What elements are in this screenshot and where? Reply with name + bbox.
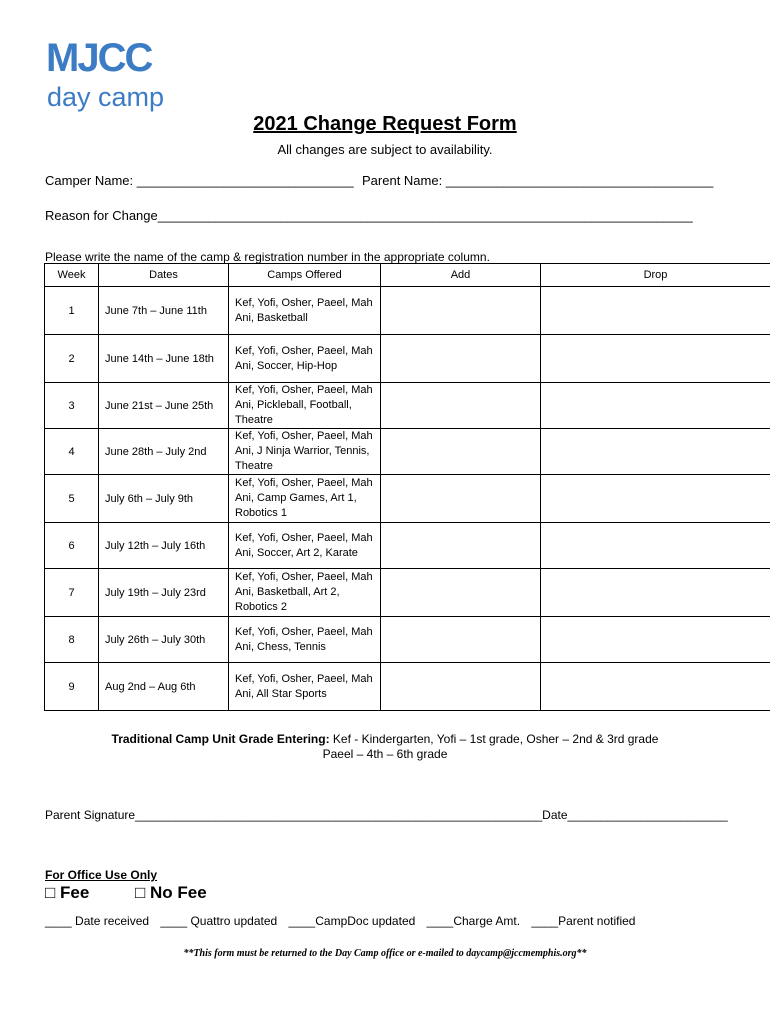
add-cell[interactable] xyxy=(381,523,541,569)
dates-cell: Aug 2nd – Aug 6th xyxy=(99,663,229,711)
week-cell: 6 xyxy=(45,523,99,569)
office-item-quattro[interactable]: ____ Quattro updated xyxy=(160,914,278,928)
table-row xyxy=(45,617,770,663)
grade-note-text: Kef - Kindergarten, Yofi – 1st grade, Osher – 2nd & 3rd grade xyxy=(329,732,659,746)
camps-cell: Kef, Yofi, Osher, Paeel, Mah Ani, J Ninja Warrior, Tennis, Theatre xyxy=(229,429,381,475)
header-camps: Camps Offered xyxy=(229,264,381,287)
table-row xyxy=(45,475,770,523)
week-cell: 8 xyxy=(45,617,99,663)
fee-checkbox[interactable]: □ Fee xyxy=(45,883,90,902)
table-row xyxy=(45,429,770,475)
schedule-table xyxy=(44,263,770,711)
week-cell: 2 xyxy=(45,335,99,383)
camps-cell: Kef, Yofi, Osher, Paeel, Mah Ani, Soccer, Art 2, Karate xyxy=(229,523,381,569)
office-item-charge[interactable]: ____Charge Amt. xyxy=(426,914,521,928)
dates-cell: June 21st – June 25th xyxy=(99,383,229,429)
drop-cell[interactable] xyxy=(541,569,770,617)
table-header-row xyxy=(45,264,770,287)
reason-field[interactable]: Reason for Change__________________________________________________________________________ xyxy=(45,208,693,223)
office-use-header: For Office Use Only xyxy=(45,868,158,882)
table-row xyxy=(45,569,770,617)
camps-cell: Kef, Yofi, Osher, Paeel, Mah Ani, Chess, Tennis xyxy=(229,617,381,663)
add-cell[interactable] xyxy=(381,383,541,429)
week-cell: 4 xyxy=(45,429,99,475)
table-row xyxy=(45,383,770,429)
camps-cell: Kef, Yofi, Osher, Paeel, Mah Ani, Camp Games, Art 1, Robotics 1 xyxy=(229,475,381,523)
week-cell: 1 xyxy=(45,287,99,335)
week-cell: 9 xyxy=(45,663,99,711)
camps-cell: Kef, Yofi, Osher, Paeel, Mah Ani, Pickleball, Football, Theatre xyxy=(229,383,381,429)
week-cell: 7 xyxy=(45,569,99,617)
table-row xyxy=(45,663,770,711)
drop-cell[interactable] xyxy=(541,287,770,335)
header-add: Add xyxy=(381,264,541,287)
week-cell: 3 xyxy=(45,383,99,429)
office-item-campdoc[interactable]: ____CampDoc updated xyxy=(288,914,416,928)
add-cell[interactable] xyxy=(381,335,541,383)
dates-cell: July 19th – July 23rd xyxy=(99,569,229,617)
add-cell[interactable] xyxy=(381,617,541,663)
dates-cell: July 26th – July 30th xyxy=(99,617,229,663)
grade-note-label: Traditional Camp Unit Grade Entering: xyxy=(111,732,330,746)
add-cell[interactable] xyxy=(381,569,541,617)
drop-cell[interactable] xyxy=(541,475,770,523)
no-fee-checkbox[interactable]: □ No Fee xyxy=(135,883,207,902)
add-cell[interactable] xyxy=(381,429,541,475)
office-item-parent-notified[interactable]: ____Parent notified xyxy=(531,914,636,928)
add-cell[interactable] xyxy=(381,475,541,523)
page-title: 2021 Change Request Form xyxy=(253,113,517,135)
week-cell: 5 xyxy=(45,475,99,523)
table-row xyxy=(45,523,770,569)
header-dates: Dates xyxy=(99,264,229,287)
drop-cell[interactable] xyxy=(541,617,770,663)
header-drop: Drop xyxy=(541,264,770,287)
table-row xyxy=(45,287,770,335)
office-items xyxy=(45,914,643,928)
drop-cell[interactable] xyxy=(541,523,770,569)
camper-name-field[interactable]: Camper Name: ______________________________ xyxy=(45,173,354,188)
grade-note-line1 xyxy=(0,731,770,747)
add-cell[interactable] xyxy=(381,663,541,711)
camps-cell: Kef, Yofi, Osher, Paeel, Mah Ani, All Star Sports xyxy=(229,663,381,711)
footer-note: **This form must be returned to the Day Camp office or e-mailed to daycamp@jccmemphis.org** xyxy=(183,948,587,959)
header-week: Week xyxy=(45,264,99,287)
dates-cell: June 28th – July 2nd xyxy=(99,429,229,475)
dates-cell: July 12th – July 16th xyxy=(99,523,229,569)
office-item-date-received[interactable]: ____ Date received xyxy=(45,914,150,928)
logo-day-camp: day camp xyxy=(47,82,165,112)
dates-cell: June 14th – June 18th xyxy=(99,335,229,383)
camps-cell: Kef, Yofi, Osher, Paeel, Mah Ani, Basketball xyxy=(229,287,381,335)
drop-cell[interactable] xyxy=(541,429,770,475)
dates-cell: July 6th – July 9th xyxy=(99,475,229,523)
drop-cell[interactable] xyxy=(541,663,770,711)
drop-cell[interactable] xyxy=(541,335,770,383)
add-cell[interactable] xyxy=(381,287,541,335)
grade-note-line2: Paeel – 4th – 6th grade xyxy=(322,747,448,761)
logo-mjcc: MJCC xyxy=(46,36,152,80)
drop-cell[interactable] xyxy=(541,383,770,429)
parent-name-field[interactable]: Parent Name: _____________________________________ xyxy=(362,173,714,188)
table-row xyxy=(45,335,770,383)
instructions: Please write the name of the camp & registration number in the appropriate column. xyxy=(45,250,490,264)
page-subtitle: All changes are subject to availability. xyxy=(277,142,493,157)
parent-signature-field[interactable]: Parent Signature_____________________________________________________________Date________________________ xyxy=(45,808,728,822)
camps-cell: Kef, Yofi, Osher, Paeel, Mah Ani, Basketball, Art 2, Robotics 2 xyxy=(229,569,381,617)
camps-cell: Kef, Yofi, Osher, Paeel, Mah Ani, Soccer, Hip-Hop xyxy=(229,335,381,383)
dates-cell: June 7th – June 11th xyxy=(99,287,229,335)
